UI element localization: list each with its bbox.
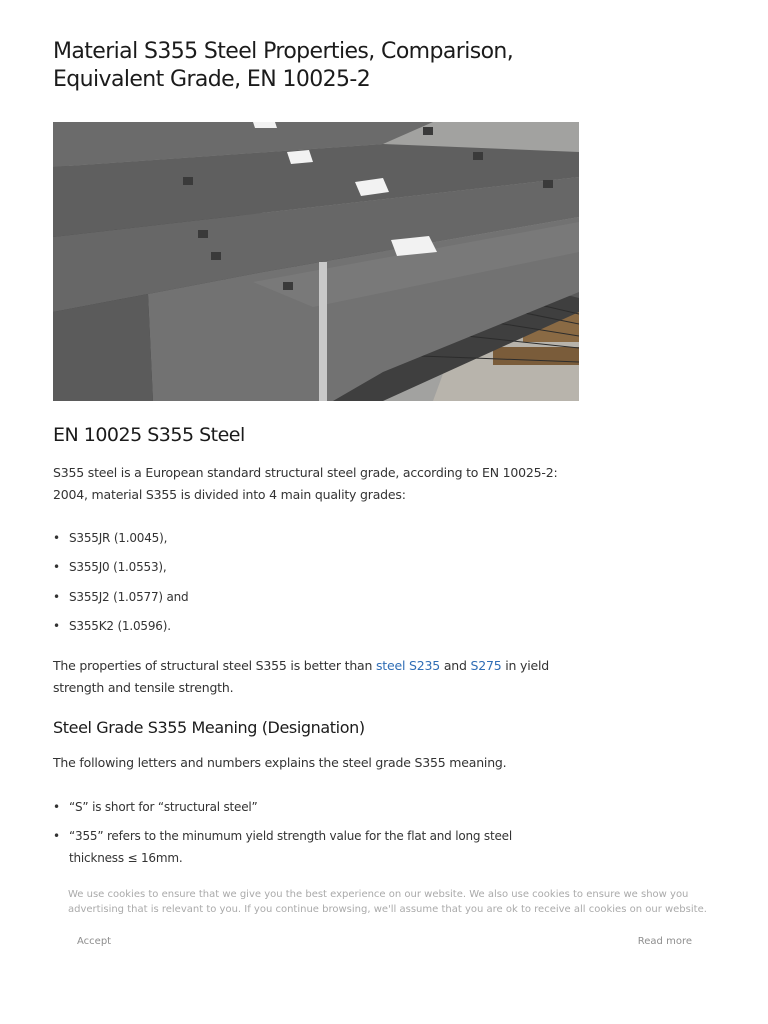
quality-grades-list [53, 529, 188, 646]
list-item: • S355J2 (1.0577) and [53, 588, 188, 617]
properties-text-after: in yield strength and tensile strength. [53, 658, 550, 695]
steel-s235-link[interactable]: steel S235 [376, 658, 441, 673]
meaning-list [53, 796, 563, 876]
list-item: • S355K2 (1.0596). [53, 617, 188, 646]
properties-text-before: The properties of structural steel S355 is better than [53, 658, 376, 673]
meaning-intro-paragraph: The following letters and numbers explains the steel grade S355 meaning. [53, 755, 507, 770]
s275-link[interactable]: S275 [470, 658, 502, 673]
cookie-banner [0, 880, 768, 1024]
list-item: • S355J0 (1.0553), [53, 558, 188, 587]
list-item: • “S” is short for “structural steel” [53, 796, 563, 818]
page-title: Material S355 Steel Properties, Comparison, Equivalent Grade, EN 10025-2 [53, 39, 514, 92]
list-item: • S355JR (1.0045), [53, 529, 188, 558]
steel-plates-image [53, 122, 579, 401]
accept-cookies-button[interactable]: Accept [77, 936, 112, 947]
properties-paragraph [53, 655, 553, 699]
properties-text-between: and [440, 658, 471, 673]
list-item: • “355” refers to the minumum yield strength value for the flat and long steel thickness ≤ 16mm. [53, 825, 563, 869]
section-heading-en10025: EN 10025 S355 Steel [53, 424, 245, 446]
section-heading-meaning: Steel Grade S355 Meaning (Designation) [53, 718, 365, 737]
cookie-notice-text: We use cookies to ensure that we give you the best experience on our website. We also use cookies to ensure we show you advertising that is relevant to you. If you continue browsing, we'll assume that you are ok to receive all cookies on our website. [68, 889, 707, 915]
read-more-link[interactable]: Read more [637, 936, 692, 947]
intro-paragraph: S355 steel is a European standard structural steel grade, according to EN 10025-2: 2004, material S355 is divided into 4 main quality grades: [53, 465, 558, 502]
